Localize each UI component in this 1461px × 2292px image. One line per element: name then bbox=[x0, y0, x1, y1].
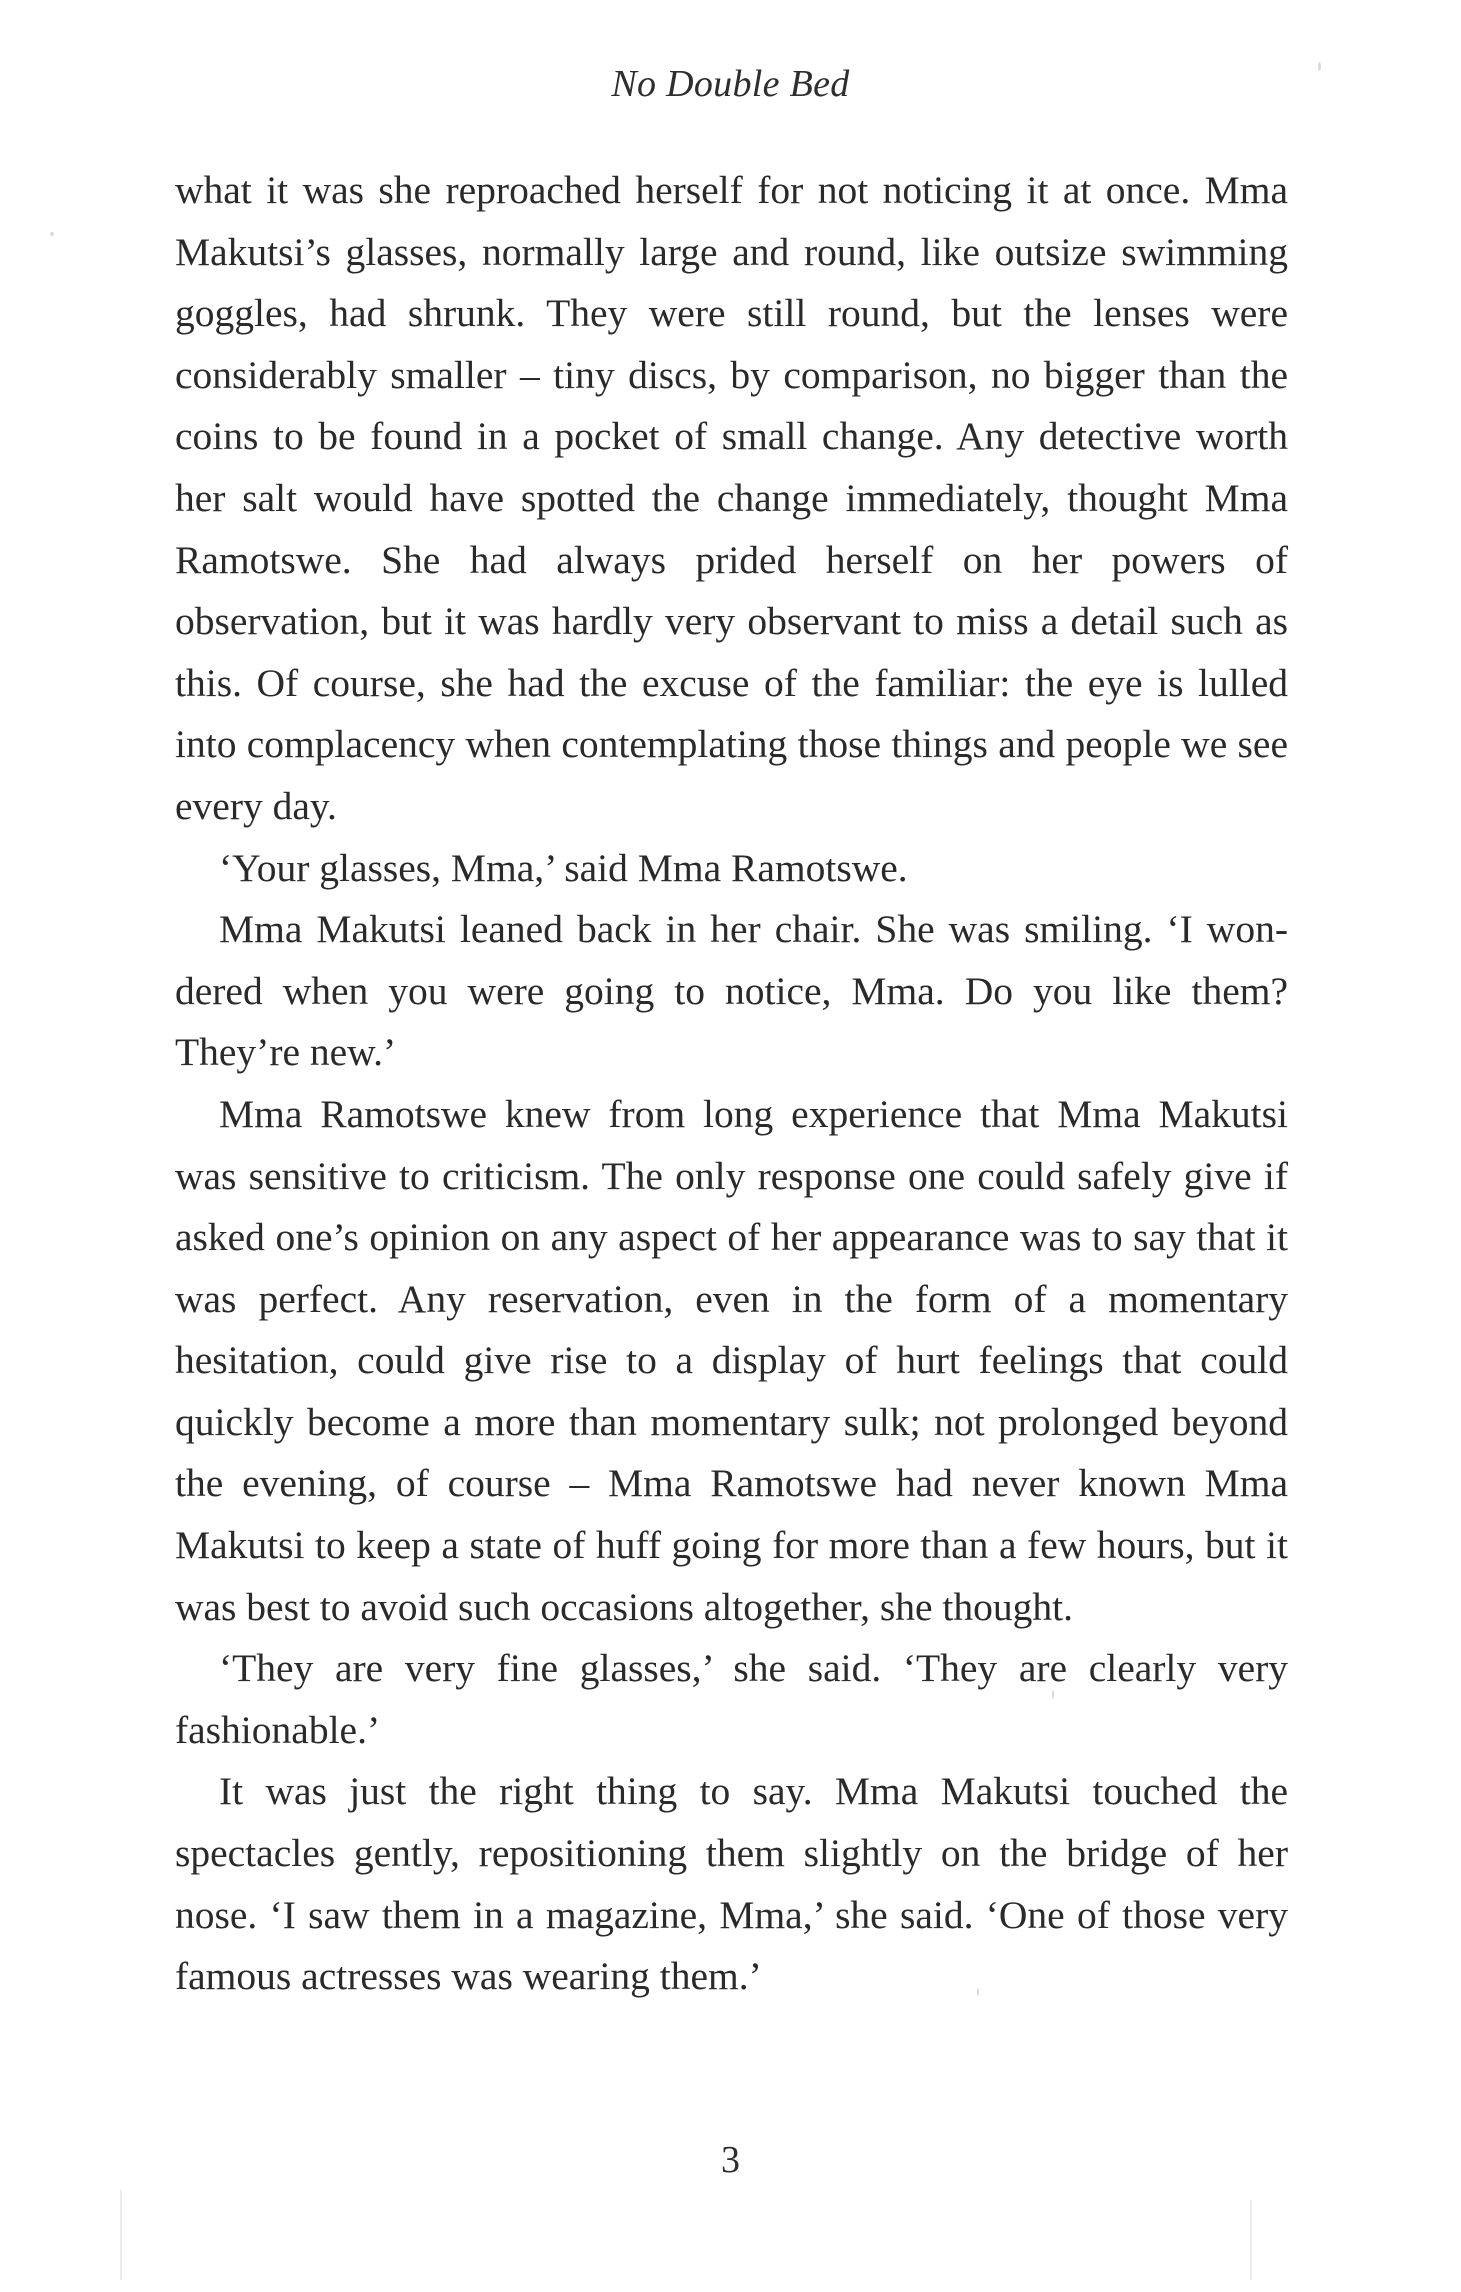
scan-edge-line bbox=[1250, 2200, 1252, 2280]
paragraph-6: It was just the right thing to say. Mma Makutsi touched the spectacles gently, repositioning them slightly on the bridge of her nose. ‘I saw them in a magazine, Mma,’ she said. ‘One of those very famous actresses was wearing them.’ bbox=[175, 1769, 1288, 1999]
running-head-title: No Double Bed bbox=[611, 63, 850, 105]
scan-speck bbox=[1052, 1690, 1054, 1699]
paragraph-5: ‘They are very fine glasses,’ she said. ‘They are clearly very fashionable.’ bbox=[175, 1646, 1288, 1752]
scan-speck bbox=[50, 232, 54, 236]
scan-speck bbox=[977, 1988, 979, 1996]
body-text bbox=[175, 160, 1288, 2008]
scan-speck bbox=[1318, 62, 1321, 71]
scan-edge-line bbox=[120, 2190, 122, 2280]
page-number: 3 bbox=[721, 2139, 740, 2181]
paragraph-2: ‘Your glasses, Mma,’ said Mma Ramotswe. bbox=[219, 845, 908, 890]
paragraph-3: Mma Makutsi leaned back in her chair. She was smiling. ‘I wondered when you were going to notice, Mma. Do you like them? They’re new.’ bbox=[175, 907, 1288, 1075]
paragraph-4: Mma Ramotswe knew from long experience that Mma Makutsi was sensitive to criticism. The only response one could safely give if asked one’s opinion on any aspect of her appearance was to say that it was perfect. Any reservation, even in the form of a momentary hesitation, could give rise to a display of hurt feelings that could quickly become a more than momentary sulk; not prolonged beyond the evening, of course – Mma Ramotswe had never known Mma Makutsi to keep a state of huff going for more than a few hours, but it was best to avoid such occasions altogether, she thought. bbox=[175, 1091, 1288, 1629]
paragraph-1: what it was she reproached herself for not noticing it at once. Mma Makutsi’s glasses, normally large and round, like outsize swimming goggles, had shrunk. They were still round, but the lenses were considerably smaller – tiny discs, by comparison, no bigger than the coins to be found in a pocket of small change. Any detective worth her salt would have spotted the change immediately, thought Mma Ramotswe. She had always prided herself on her powers of observation, but it was hardly very observant to miss a detail such as this. Of course, she had the excuse of the familiar: the eye is lulled into complacency when contemplating those things and people we see every day. bbox=[175, 168, 1288, 828]
